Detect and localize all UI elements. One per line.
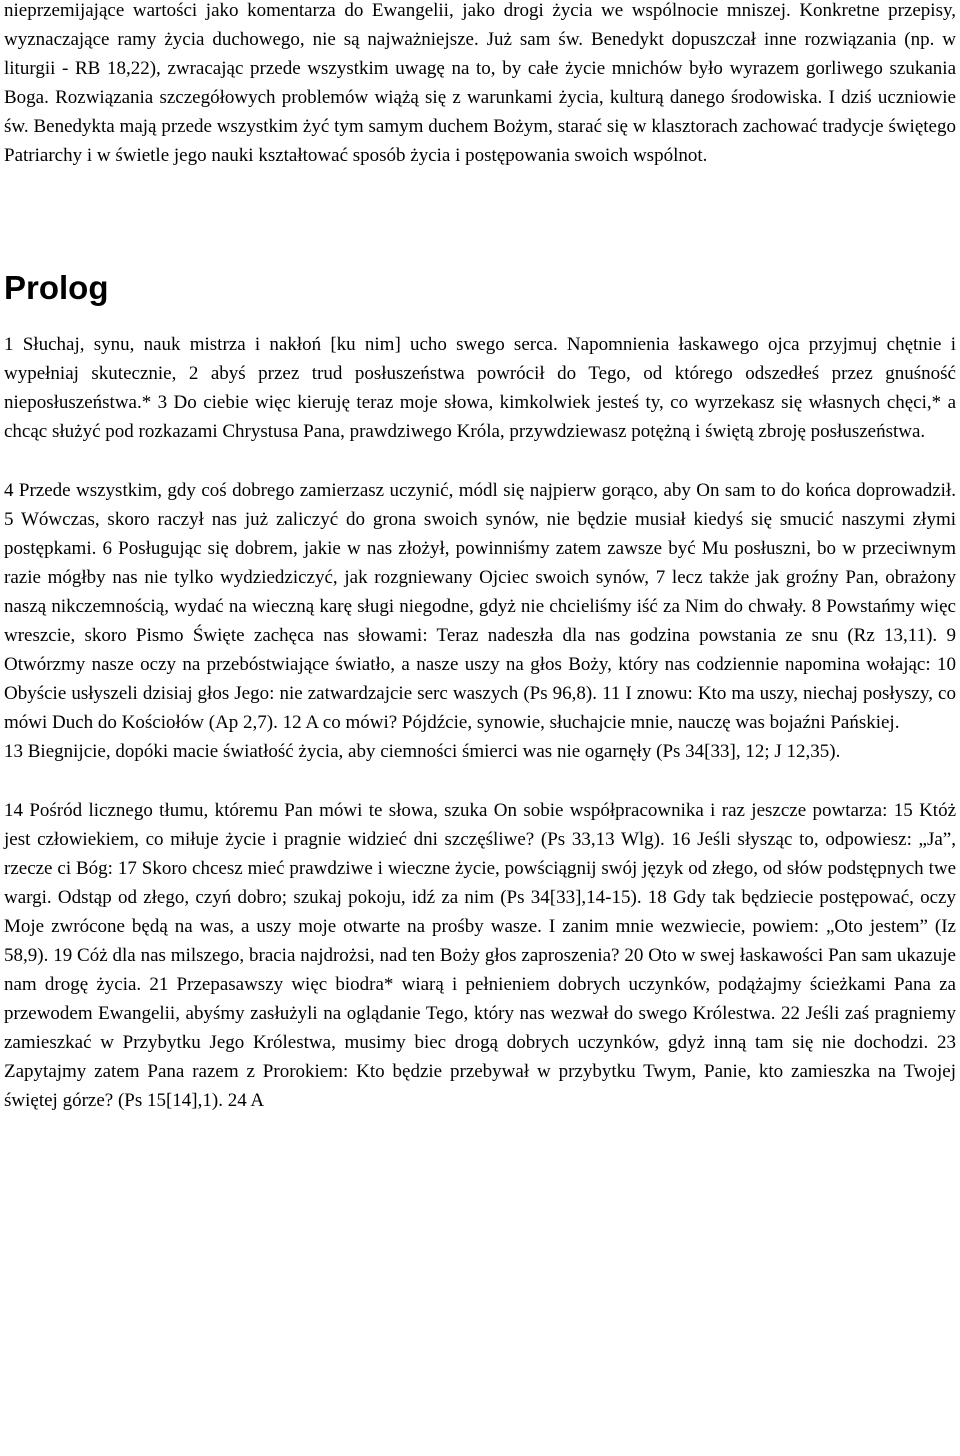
- paragraph-gap: [4, 446, 956, 476]
- document-page: [4, 0, 956, 1115]
- prolog-paragraph-3: 13 Biegnijcie, dopóki macie światłość życia, aby ciemności śmierci was nie ogarnęły (Ps 34[33], 12; J 12,35).: [4, 741, 841, 762]
- prolog-paragraph-4: 14 Pośród licznego tłumu, któremu Pan mówi te słowa, szuka On sobie współpracownika i raz jeszcze powtarza: 15 Któż jest człowiekiem, co miłuje życie i pragnie widzieć dni szczęśliwe? (Ps 33,13 Wlg). 16 Jeśli słysząc to, odpowiesz: „Ja”, rzecze ci Bóg: 17 Skoro chcesz mieć prawdziwe i wieczne życie, powściągnij swój język od złego, od słów podstępnych twe wargi. Odstąp od złego, czyń dobro; szukaj pokoju, idź za nim (Ps 34[33],14-15). 18 Gdy tak będziecie postępować, oczy Moje zwrócone będą na was, a uszy moje otwarte na prośby wasze. I zanim mnie wezwiecie, powiem: „Oto jestem” (Iz 58,9). 19 Cóż dla nas milszego, bracia najdrożsi, nad ten Boży głos zaproszenia? 20 Oto w swej łaskawości Pan sam ukazuje nam drogę życia. 21 Przepasawszy więc biodra* wiarą i pełnieniem dobrych uczynków, podążajmy ścieżkami Pana za przewodem Ewangelii, abyśmy zasłużyli na oglądanie Tego, który nas wezwał do swego Królestwa. 22 Jeśli zaś pragniemy zamieszkać w Przybytku Jego Królestwa, musimy biec drogą dobrych uczynków, gdyż inną tam się nie dochodzi. 23 Zapytajmy zatem Pana razem z Prorokiem: Kto będzie przebywał w przybytku Twym, Panie, kto zamieszka na Twojej świętej górze? (Ps 15[14],1). 24 A: [4, 800, 956, 1111]
- intro-paragraph: nieprzemijające wartości jako komentarza do Ewangelii, jako drogi życia we wspólnocie mniszej. Konkretne przepisy, wyznaczające ramy życia duchowego, nie są najważniejsze. Już sam św. Benedykt dopuszczał inne rozwiązania (np. w liturgii - RB 18,22), zwracając przede wszystkim uwagę na to, by całe życie mnichów było wyrazem gorliwego szukania Boga. Rozwiązania szczegółowych problemów wiążą się z warunkami życia, kulturą danego środowiska. I dziś uczniowie św. Benedykta mają przede wszystkim żyć tym samym duchem Bożym, starać się w klasztorach zachować tradycje świętego Patriarchy i w świetle jego nauki kształtować sposób życia i postępowania swoich wspólnot.: [4, 0, 956, 166]
- paragraph-gap: [4, 766, 956, 796]
- prolog-paragraph-1: 1 Słuchaj, synu, nauk mistrza i nakłoń [ku nim] ucho swego serca. Napomnienia łaskawego ojca przyjmuj chętnie i wypełniaj skutecznie, 2 abyś przez trud posłuszeństwa powrócił do Tego, od którego odszedłeś przez gnuśność nieposłuszeństwa.* 3 Do ciebie więc kieruję teraz moje słowa, kimkolwiek jesteś ty, co wyrzekasz się własnych chęci,* a chcąc służyć pod rozkazami Chrystusa Pana, prawdziwego Króla, przywdziewasz potężną i świętą zbroję posłuszeństwa.: [4, 334, 956, 442]
- spacer: [4, 170, 956, 268]
- section-heading: Prolog: [4, 269, 109, 306]
- spacer: [4, 308, 956, 330]
- prolog-paragraph-2: 4 Przede wszystkim, gdy coś dobrego zamierzasz uczynić, módl się najpierw gorąco, aby On sam to do końca doprowadził. 5 Wówczas, skoro raczył nas już zaliczyć do grona swoich synów, nie będzie musiał kiedyś się smucić naszymi złymi postępkami. 6 Posługując się dobrem, jakie w nas złożył, powinniśmy zatem zawsze być Mu posłuszni, bo w przeciwnym razie mógłby nas nie tylko wydziedziczyć, jak rozgniewany Ojciec swoich synów, 7 lecz także jak groźny Pan, obrażony naszą nikczemnością, wydać na wieczną karę sługi niegodne, gdyż nie chcieliśmy iść za Nim do chwały. 8 Powstańmy więc wreszcie, skoro Pismo Święte zachęca nas słowami: Teraz nadeszła dla nas godzina powstania ze snu (Rz 13,11). 9 Otwórzmy nasze oczy na przebóstwiające światło, a nasze uszy na głos Boży, który nas codziennie napomina wołając: 10 Obyście usłyszeli dzisiaj głos Jego: nie zatwardzajcie serc waszych (Ps 96,8). 11 I znowu: Kto ma uszy, niechaj posłyszy, co mówi Duch do Kościołów (Ap 2,7). 12 A co mówi? Pójdźcie, synowie, słuchajcie mnie, nauczę was bojaźni Pańskiej.: [4, 480, 956, 733]
